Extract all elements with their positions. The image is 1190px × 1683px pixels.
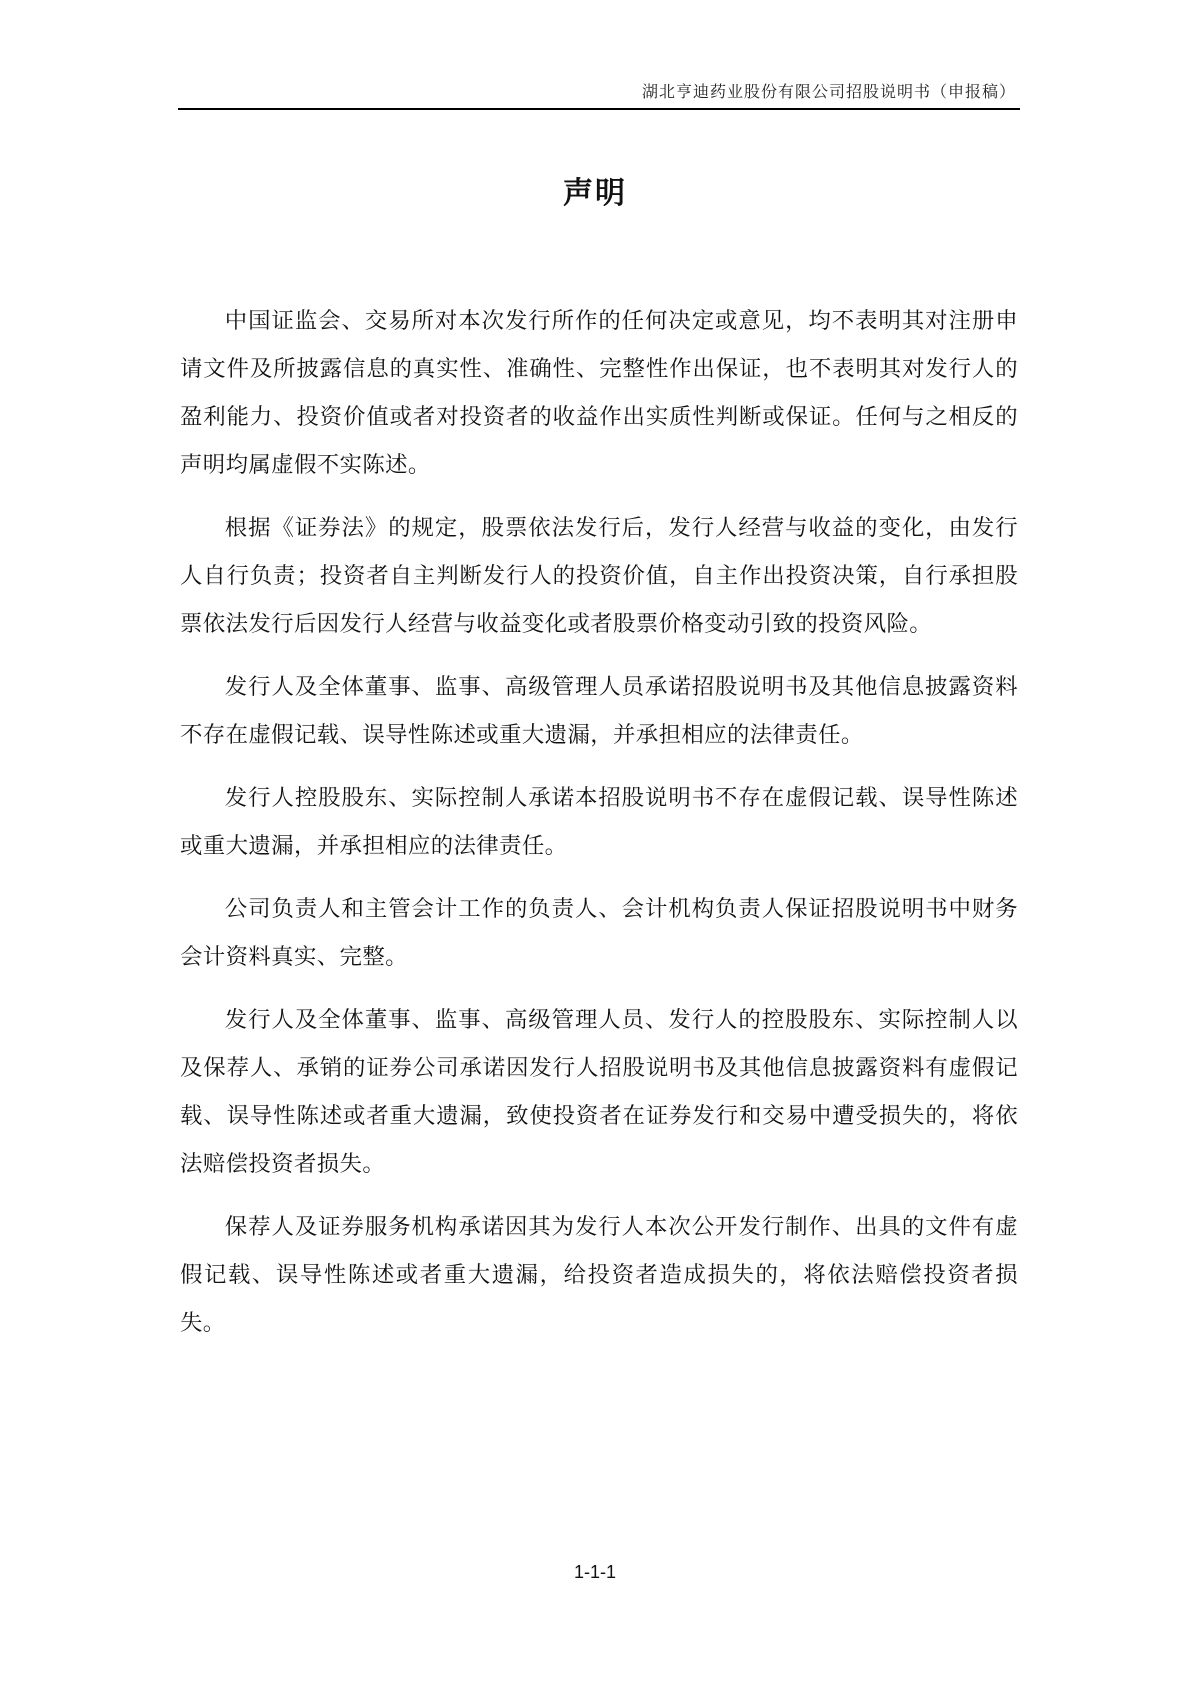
paragraph: 保荐人及证券服务机构承诺因其为发行人本次公开发行制作、出具的文件有虚假记载、误导性陈述或者重大遗漏，给投资者造成损失的，将依法赔偿投资者损失。 <box>180 1214 1018 1336</box>
page-number: 1-1-1 <box>573 1562 617 1582</box>
paragraph: 发行人及全体董事、监事、高级管理人员、发行人的控股股东、实际控制人以及保荐人、承销的证券公司承诺因发行人招股说明书及其他信息披露资料有虚假记载、误导性陈述或者重大遗漏，致使投资者在证券发行和交易中遭受损失的，将依法赔偿投资者损失。 <box>180 1007 1018 1177</box>
paragraph: 根据《证券法》的规定，股票依法发行后，发行人经营与收益的变化，由发行人自行负责；投资者自主判断发行人的投资价值，自主作出投资决策，自行承担股票依法发行后因发行人经营与收益变化或者股票价格变动引致的投资风险。 <box>180 515 1018 637</box>
header-text: 湖北亨迪药业股份有限公司招股说明书（申报稿） <box>641 82 1016 101</box>
paragraph: 中国证监会、交易所对本次发行所作的任何决定或意见，均不表明其对注册申请文件及所披露信息的真实性、准确性、完整性作出保证，也不表明其对发行人的盈利能力、投资价值或者对投资者的收益作出实质性判断或保证。任何与之相反的声明均属虚假不实陈述。 <box>180 308 1018 478</box>
paragraph: 发行人及全体董事、监事、高级管理人员承诺招股说明书及其他信息披露资料不存在虚假记载、误导性陈述或重大遗漏，并承担相应的法律责任。 <box>180 674 1018 748</box>
paragraph: 公司负责人和主管会计工作的负责人、会计机构负责人保证招股说明书中财务会计资料真实、完整。 <box>180 896 1018 970</box>
page-title: 声明 <box>563 176 627 211</box>
paragraph: 发行人控股股东、实际控制人承诺本招股说明书不存在虚假记载、误导性陈述或重大遗漏，并承担相应的法律责任。 <box>180 785 1018 859</box>
page-header <box>178 78 1020 110</box>
declaration-body <box>180 297 1018 1362</box>
